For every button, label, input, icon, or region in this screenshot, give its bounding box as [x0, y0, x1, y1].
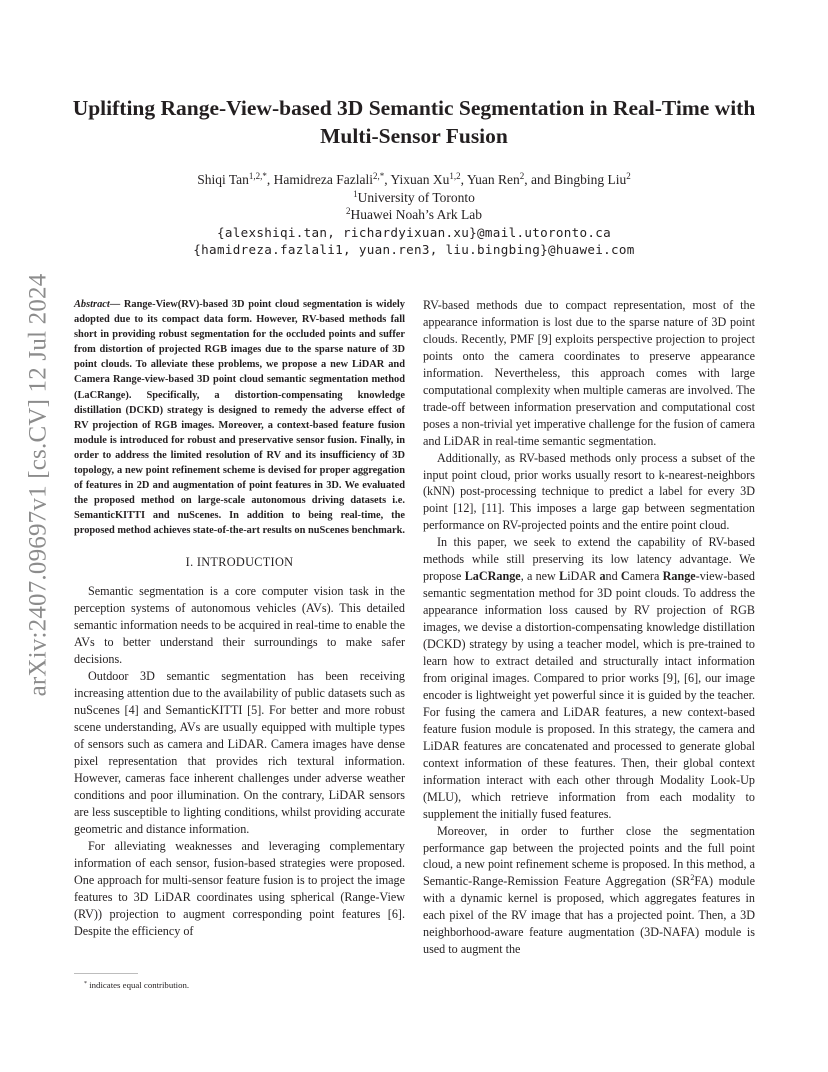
affiliation-1 — [70, 189, 758, 207]
paper-title: Uplifting Range-View-based 3D Semantic Segmentation in Real-Time with Multi-Sensor Fusion — [72, 96, 756, 148]
author-affil-sup: 2 — [626, 171, 631, 181]
text-run: Moreover, in order to further close the segmentation performance gap between the projected points and the full point cloud, a new point refinement scheme is proposed. In this method, a Semantic-Range-Remission Feature Aggregation (SR — [423, 823, 755, 889]
affiliation-sup: 1 — [353, 188, 358, 199]
author-name: , Hamidreza Fazlali — [266, 172, 373, 187]
affiliation-2 — [70, 206, 758, 224]
email-line-2: {hamidreza.fazlali1, yuan.ren3, liu.bingbing}@huawei.com — [193, 242, 635, 258]
text-run: In this paper, we seek to extend the capability of RV-based methods while still preserving its low latency advantage. We propose — [423, 535, 755, 584]
author-name: , Yixuan Xu — [384, 172, 450, 187]
acronym-word: Range — [662, 569, 696, 584]
author-list — [70, 171, 758, 189]
author-affil-sup: 1,2,* — [248, 171, 267, 181]
author-name: , and Bingbing Liu — [524, 172, 627, 187]
superscript: 2 — [690, 873, 695, 883]
author-block — [70, 171, 758, 259]
body-paragraph: Additionally, as RV-based methods only process a subset of the input point cloud, prior works usually resort to k-nearest-neighbors (kNN) post-processing technique to predict a label for every 3D point [12], [11]. This imposes a large gap between segmentation performance on RV-projected points and the entire point cloud. — [423, 450, 755, 533]
text-run: amera — [629, 569, 663, 584]
footnote-rule — [74, 973, 138, 974]
author-name: Shiqi Tan — [197, 172, 249, 187]
body-paragraph: RV-based methods due to compact representation, most of the appearance information is lost due to the sparse nature of 3D point clouds. Recently, PMF [9] exploits perspective projection to project points onto the camera coordinates to preserve appearance information. Nevertheless, this approach comes with large computational complexity when multiple cameras are involved. The trade-off between information preservation and computational cost poses a non-trivial yet imperative challenge for the fusion of camera and LiDAR in real-time semantic segmentation. — [423, 298, 755, 448]
section-heading-introduction: I. INTRODUCTION — [185, 554, 294, 569]
affiliation-name: University of Toronto — [357, 189, 475, 205]
text-run: , a new — [520, 569, 560, 584]
arxiv-id-text: arXiv:2407.09697v1 [cs.CV] 12 Jul 2024 — [24, 273, 52, 697]
abstract-text: Range-View(RV)-based 3D point cloud segmentation is widely adopted due to its compact data form. However, RV-based methods fall short in providing robust segmentation for the occluded points and suffer from distortion of projected RGB images due to the sparse nature of 3D point clouds. To alleviate these problems, we propose a new LiDAR and Camera Range-view-based 3D point cloud semantic segmentation method (LaCRange). Specifically, a distortion-compensating knowledge distillation (DCKD) strategy is designed to remedy the adverse effect of RV projection of RGB images. Moreover, a context-based feature fusion module is introduced for robust and preservative sensor fusion. Finally, in order to address the limited resolution of RV and its insufficiency of 3D topology, a new point refinement scheme is devised for proper aggregation of features in 2D and augmentation of point features in 3D. We evaluated the proposed method on large-scale autonomous driving datasets i.e. SemanticKITTI and nuScenes. In addition to being real-time, the proposed method achieves state-of-the-art results on nuScenes benchmark. — [74, 299, 405, 537]
footnote-text: indicates equal contribution. — [87, 980, 190, 990]
abstract-dash: — — [109, 299, 124, 310]
right-column — [423, 297, 755, 958]
body-paragraph-refinement — [423, 823, 755, 959]
email-line-1: {alexshiqi.tan, richardyixuan.xu}@mail.utoronto.ca — [216, 224, 612, 240]
acronym-letter: L — [559, 569, 568, 584]
footnote — [84, 980, 189, 990]
footnote-mark: * — [84, 981, 87, 987]
author-affil-sup: 1,2 — [449, 171, 461, 181]
author-name: , Yuan Ren — [460, 172, 520, 187]
text-run: iDAR — [567, 569, 600, 584]
abstract-label: Abstract — [74, 299, 110, 310]
text-run: FA) module with a dynamic kernel is proposed, which aggregates features in each pixel of the RV image that has a projected point. Then, a 3D neighborhood-aware feature augmentation (3D-NAFA) module is used to augment the — [423, 874, 755, 957]
intro-paragraph: Semantic segmentation is a core computer vision task in the perception systems of autonomous vehicles (AVs). This detailed semantic information needs to be acquired in real-time to enable the AVs to better understand their surroundings to make safer decisions. — [74, 584, 405, 667]
intro-paragraph: For alleviating weaknesses and leveraging complementary information of each sensor, fusion-based strategies were proposed. One approach for multi-sensor feature fusion is to project the image features to 3D LiDAR coordinates using spherical (Range-View (RV)) projection to augment corresponding point features [6]. Despite the efficiency of — [74, 838, 405, 938]
affiliation-name: Huawei Noah’s Ark Lab — [350, 207, 483, 223]
abstract — [74, 297, 405, 539]
method-name: LaCRange — [464, 569, 521, 584]
acronym-letter: C — [620, 569, 630, 584]
text-run: -view-based semantic segmentation method for 3D point clouds. To address the appearance information loss caused by RV projection of RGB images, we devise a distortion-compensating knowledge distillation (DCKD) strategy by using a teacher model, which is pre-trained to learn how to extract detailed and structurally intact information from original images. Compared to prior works [9], [6], our image encoder is lightweight yet powerful since it is guided by the teacher. For fusing the camera and LiDAR features, a new context-based feature fusion module is proposed. In this strategy, the camera and LiDAR features are concatenated and processed to generate global context information of these features. Then, their global context information interact with each other through Modality Look-Up (MLU), which retrieve information from each modality to supplement the initially fused features. — [423, 569, 755, 821]
text-run: nd — [605, 569, 621, 584]
body-paragraph-lacrange — [423, 534, 755, 822]
author-affil-sup: 2 — [519, 171, 525, 181]
author-affil-sup: 2,* — [373, 171, 385, 181]
intro-paragraph: Outdoor 3D semantic segmentation has been receiving increasing attention due to the availability of public datasets such as nuScenes [4] and SemanticKITTI [5]. For better and more robust scene understanding, AVs are usually equipped with multiple types of sensors such as camera and LiDAR. Camera images have dense pixel representation that provides rich textural information. However, cameras face inherent challenges under adverse weather conditions and poor illumination. On the contrary, LiDAR sensors are less susceptible to lighting conditions, whilst providing accurate geometric and distance information. — [74, 669, 405, 836]
acronym-letter: a — [599, 569, 606, 584]
affiliation-sup: 2 — [345, 206, 351, 217]
arxiv-side-identifier — [20, 273, 56, 697]
left-column — [74, 297, 405, 939]
